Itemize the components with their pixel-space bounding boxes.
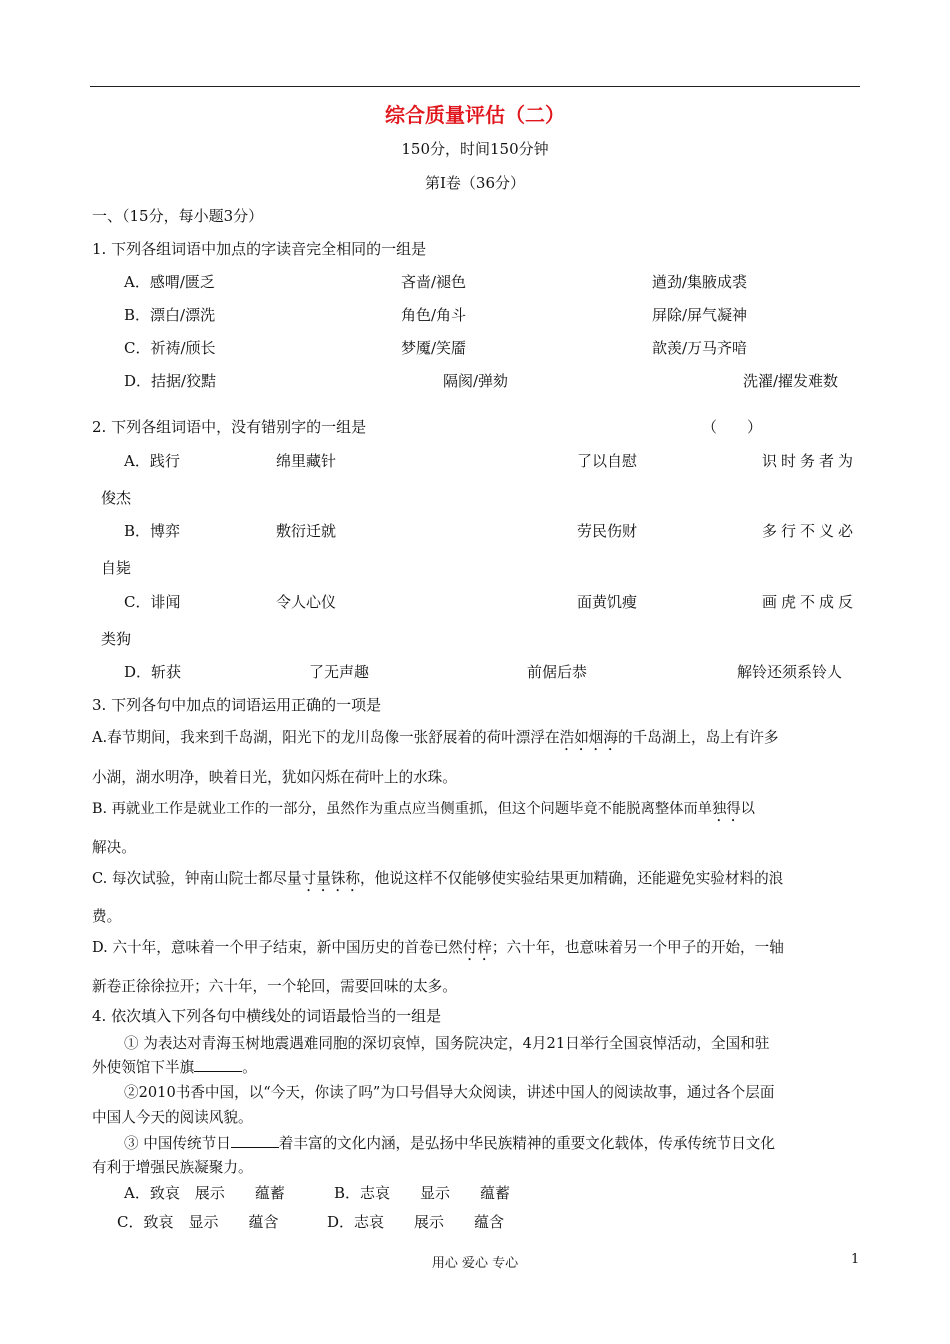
q1-option-a [124, 271, 215, 292]
q2-option-a [124, 450, 180, 471]
volume-heading: 第Ⅰ卷（36分） [424, 174, 525, 192]
dotted-term: 寸量铢称 [301, 870, 361, 887]
q3-option-a [92, 726, 779, 754]
q2-option-d [124, 661, 181, 682]
option-letter: D． [124, 663, 152, 681]
option-letter: C． [124, 593, 151, 611]
word: 解铃还须系铃人 [737, 663, 843, 681]
option-letter: D． [124, 372, 152, 390]
word-pair: 祈祷/颀长 [150, 339, 216, 357]
q3-option-c [92, 867, 783, 895]
word-pair: 拮据/狡黠 [151, 372, 217, 390]
fill-blank [231, 1135, 279, 1148]
sentence-text: 的千岛湖上，岛上有许多 [617, 729, 779, 746]
sentence-text: 外使领馆下半旗 [92, 1059, 195, 1076]
word: 诽闻 [150, 593, 181, 611]
q3-option-a-cont: 小湖，湖水明净，映着日光，犹如闪烁在荷叶上的水珠。 [92, 769, 457, 786]
word-pair: 遒劲/集腋成裘 [652, 273, 748, 291]
q4-option-c: C．致哀 显示 蕴含 [117, 1213, 279, 1231]
option-letter: A． [124, 273, 150, 291]
word: 劳民伤财 [577, 522, 638, 540]
word: 践行 [149, 452, 180, 470]
sentence-text: 。 [242, 1059, 257, 1076]
option-letter: A． [124, 452, 150, 470]
word: 了以自慰 [577, 452, 638, 470]
word-pair: 梦魇/笑靥 [401, 339, 467, 357]
option-letter: B． [124, 522, 151, 540]
q4-sentence-1: ① 为表达对青海玉树地震遇难同胞的深切哀悼，国务院决定，4月21日举行全国哀悼活动，全国和驻 [124, 1035, 770, 1052]
word-wrap: 自毙 [101, 559, 132, 577]
question-2-stem: 2. 下列各组词语中，没有错别字的一组是 [92, 418, 367, 436]
question-3-stem: 3. 下列各句中加点的词语运用正确的一项是 [92, 696, 382, 714]
q4-sentence-3-cont: 有利于增强民族凝聚力。 [92, 1159, 253, 1176]
q4-sentence-1-cont [92, 1056, 257, 1077]
q4-option-d: D．志哀 展示 蕴含 [327, 1213, 505, 1231]
word-wrap: 俊杰 [101, 489, 132, 507]
word: 令人心仪 [276, 593, 337, 611]
q4-sentence-3 [124, 1132, 775, 1153]
word: 绵里藏针 [276, 452, 337, 470]
q3-option-d-cont: 新卷正徐徐拉开；六十年，一个轮回，需要回味的太多。 [92, 978, 457, 995]
word: 多行不义必 [762, 522, 858, 540]
word: 前倨后恭 [527, 663, 588, 681]
word: 博弈 [150, 522, 181, 540]
q4-sentence-2: ②2010书香中国，以“今天，你读了吗”为口号倡导大众阅读，讲述中国人的阅读故事，通过各个层面 [124, 1084, 775, 1101]
header-rule [90, 86, 860, 87]
q1-option-c [124, 337, 216, 358]
q2-option-b [124, 520, 180, 541]
option-letter: B． [124, 306, 151, 324]
q3-option-b [92, 798, 755, 825]
dotted-term: 浩如烟海 [559, 729, 618, 746]
section-heading: 一、（15分，每小题3分） [92, 207, 264, 225]
q3-option-b-cont: 解决。 [92, 839, 136, 856]
fill-blank [194, 1059, 242, 1072]
word-pair: 洗濯/擢发难数 [743, 372, 839, 390]
word: 敷衍迁就 [276, 522, 337, 540]
option-letter: C． [124, 339, 151, 357]
word-pair: 歆羡/万马齐喑 [652, 339, 748, 357]
q2-option-c [124, 591, 181, 612]
word: 画虎不成反 [762, 593, 858, 611]
q4-option-a: A．致哀 展示 蕴蓄 [124, 1184, 285, 1202]
footer-motto: 用心 爱心 专心 [431, 1256, 519, 1271]
sentence-text: ；六十年，也意味着另一个甲子的开始，一轴 [491, 939, 784, 956]
word-wrap: 类狗 [101, 630, 132, 648]
page-number: 1 [851, 1252, 860, 1267]
q1-option-d [124, 370, 216, 391]
word-pair: 角色/角斗 [401, 306, 467, 324]
q3-option-c-cont: 费。 [92, 908, 122, 925]
word-pair: 漂白/漂洗 [150, 306, 216, 324]
sentence-text: C. 每次试验，钟南山院士都尽量 [92, 870, 302, 887]
word-pair: 吝啬/褪色 [401, 273, 467, 291]
question-4-stem: 4. 依次填入下列各句中横线处的词语最恰当的一组是 [92, 1007, 442, 1025]
score-time: 150分，时间150分钟 [401, 140, 549, 158]
sentence-text: D. 六十年，意味着一个甲子结束，新中国历史的首卷已然 [92, 939, 463, 956]
q4-sentence-2-cont: 中国人今天的阅读风貌。 [92, 1109, 253, 1126]
sentence-text: B. 再就业工作是就业工作的一部分，虽然作为重点应当侧重抓，但这个问题毕竟不能脱离整体而单 [92, 801, 713, 817]
dotted-term: 独得 [712, 801, 741, 817]
sentence-text: ，他说这样不仅能够使实验结果更加精确，还能避免实验材料的浪 [360, 870, 784, 887]
sentence-text: 以 [740, 801, 755, 817]
word: 识时务者为 [762, 452, 858, 470]
word-pair: 感喟/匮乏 [149, 273, 215, 291]
answer-parentheses: （ ） [702, 418, 763, 436]
page-title: 综合质量评估（二） [385, 103, 565, 127]
q4-option-b: B．志哀 显示 蕴蓄 [334, 1184, 511, 1202]
word-pair: 屏除/屏气凝神 [652, 306, 748, 324]
word: 斩获 [151, 663, 182, 681]
word: 面黄饥瘦 [577, 593, 638, 611]
q1-option-b [124, 304, 215, 325]
dotted-term: 付梓 [462, 939, 492, 956]
sentence-text: A.春节期间，我来到千岛湖，阳光下的龙川岛像一张舒展着的荷叶漂浮在 [92, 729, 560, 746]
sentence-text: ③ 中国传统节日 [124, 1135, 231, 1152]
q3-option-d [92, 936, 784, 964]
question-1-stem: 1. 下列各组词语中加点的字读音完全相同的一组是 [92, 240, 427, 258]
word: 了无声趣 [309, 663, 370, 681]
word-pair: 隔阂/弹劾 [443, 372, 509, 390]
sentence-text: 着丰富的文化内涵，是弘扬中华民族精神的重要文化载体，传承传统节日文化 [278, 1135, 775, 1152]
